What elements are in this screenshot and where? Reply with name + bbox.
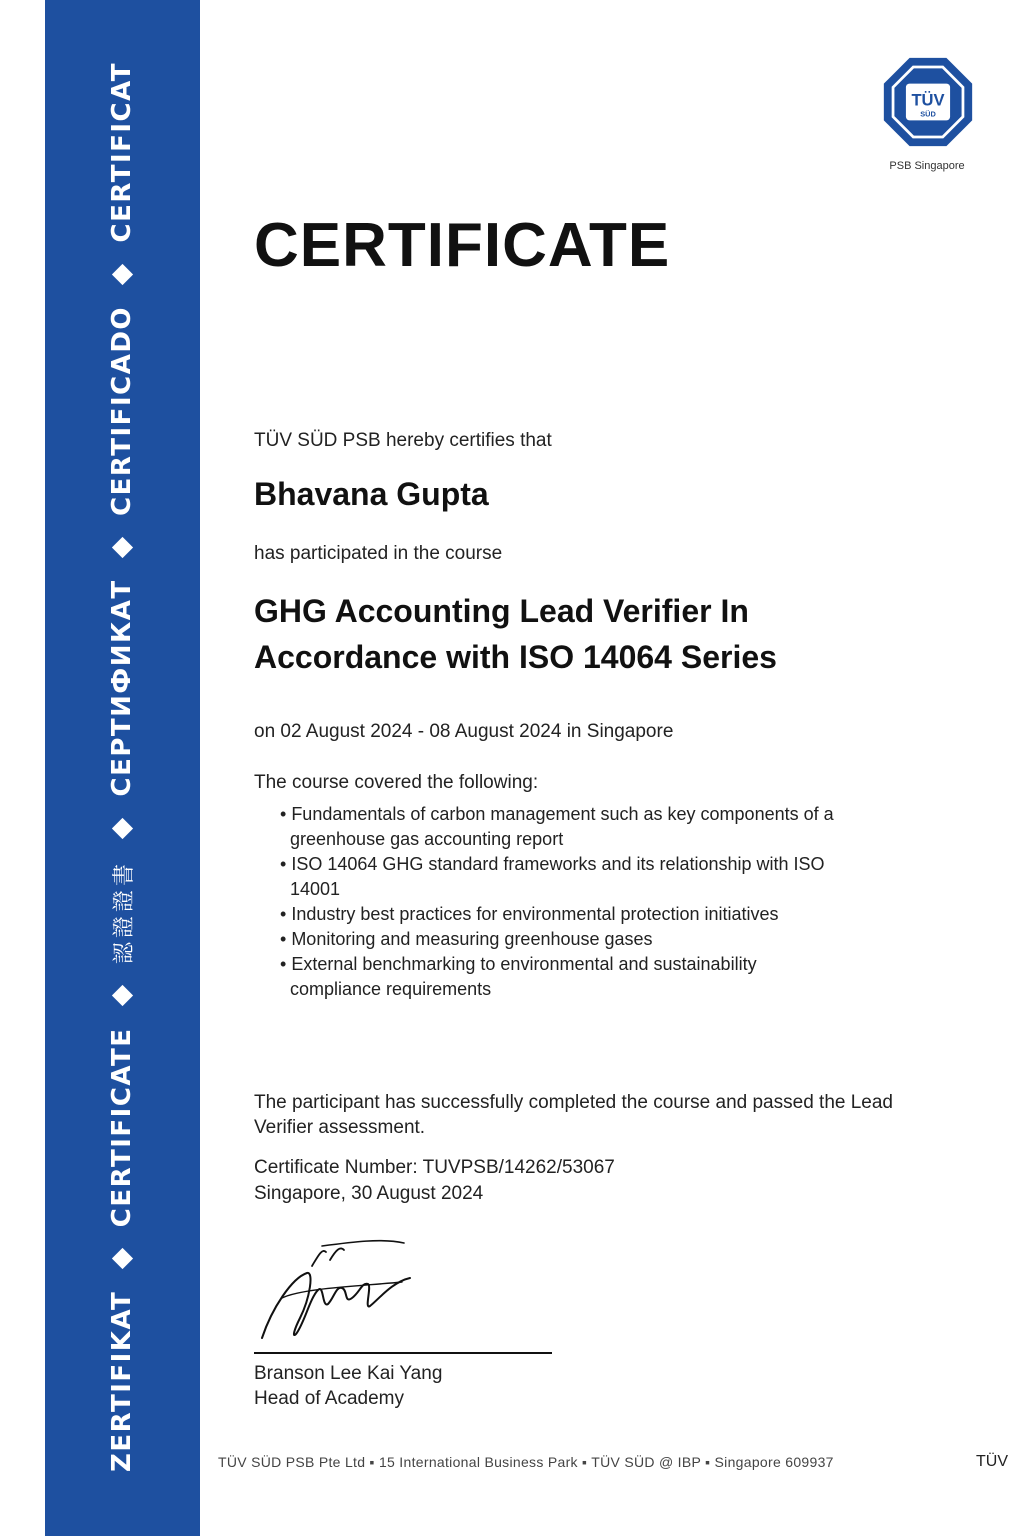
diamond-icon <box>111 818 132 839</box>
side-band-words <box>67 62 177 1472</box>
signature <box>252 1238 422 1348</box>
participant-name: Bhavana Gupta <box>254 476 489 512</box>
signatory-title: Head of Academy <box>254 1388 404 1409</box>
completion-statement <box>254 1090 893 1140</box>
tuv-logo <box>882 56 974 148</box>
footer-mark: TÜV <box>976 1453 1008 1470</box>
list-item: • Industry best practices for environmental protection initiatives <box>280 902 840 927</box>
page-title: CERTIFICATE <box>254 211 671 280</box>
band-word-certificate: CERTIFICATE <box>107 1027 137 1228</box>
course-dates: on 02 August 2024 - 08 August 2024 in Singapore <box>254 721 674 742</box>
completion-line1: The participant has successfully completed the course and passed the Lead <box>254 1092 893 1113</box>
diamond-icon <box>111 537 132 558</box>
band-word-russian: СЕРТИФИКАТ <box>107 579 137 797</box>
list-item: • Monitoring and measuring greenhouse gases <box>280 927 840 952</box>
logo-caption: PSB Singapore <box>889 160 965 172</box>
band-word-certificat: CERTIFICAT <box>107 62 137 243</box>
participated-text: has participated in the course <box>254 543 503 564</box>
band-word-certificado: CERTIFICADO <box>107 305 137 516</box>
certificate-number: Certificate Number: TUVPSB/14262/53067 <box>254 1157 615 1178</box>
band-word-chinese: 認證證書 <box>111 859 137 964</box>
course-title-line2: Accordance with ISO 14064 Series <box>254 639 777 675</box>
intro-text: TÜV SÜD PSB hereby certifies that <box>254 430 552 451</box>
course-title <box>254 588 777 680</box>
logo-brand: TÜV <box>911 90 945 110</box>
diamond-icon <box>111 264 132 285</box>
signatory-name: Branson Lee Kai Yang <box>254 1363 443 1384</box>
issue-place-date: Singapore, 30 August 2024 <box>254 1183 484 1204</box>
diamond-icon <box>111 1248 132 1269</box>
diamond-icon <box>111 985 132 1006</box>
footer-address: TÜV SÜD PSB Pte Ltd ▪ 15 International Business Park ▪ TÜV SÜD @ IBP ▪ Singapore 609937 <box>218 1454 834 1470</box>
covered-heading: The course covered the following: <box>254 772 539 793</box>
covered-list <box>280 802 840 1002</box>
logo-sub: SÜD <box>920 109 936 119</box>
band-word-zertifikat: ZERTIFIKAT <box>107 1290 137 1472</box>
list-item: • ISO 14064 GHG standard frameworks and its relationship with ISO 14001 <box>280 852 840 902</box>
list-item: • Fundamentals of carbon management such as key components of a greenhouse gas accounting report <box>280 802 840 852</box>
signature-line <box>254 1352 552 1354</box>
completion-line2: Verifier assessment. <box>254 1117 426 1138</box>
list-item: • External benchmarking to environmental and sustainability compliance requirements <box>280 952 840 1002</box>
course-title-line1: GHG Accounting Lead Verifier In <box>254 593 749 629</box>
side-band <box>45 0 200 1536</box>
